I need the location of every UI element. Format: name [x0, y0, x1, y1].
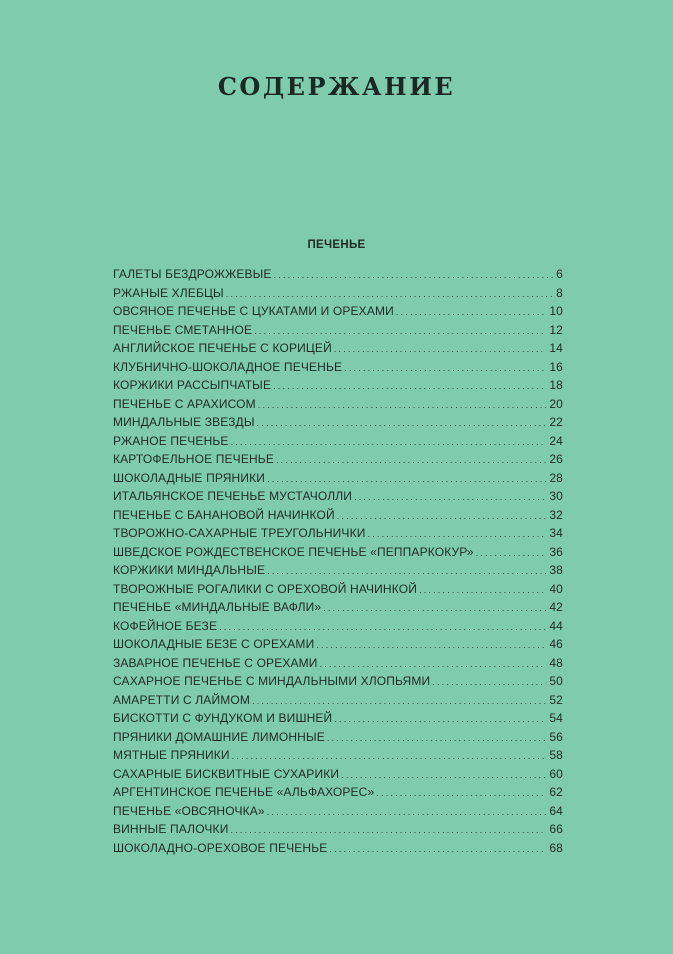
toc-entry[interactable]: [113, 469, 563, 488]
toc-entry[interactable]: [113, 654, 563, 673]
dot-leader: [267, 803, 547, 821]
toc-entry-page-number: 12: [549, 322, 563, 337]
toc-entry[interactable]: [113, 487, 563, 506]
toc-entry-title: ШОКОЛАДНО-ОРЕХОВОЕ ПЕЧЕНЬЕ: [113, 840, 328, 855]
toc-entry-page-number: 58: [549, 748, 563, 762]
toc-entry-page-number: 10: [549, 304, 563, 318]
dot-leader: [252, 692, 546, 710]
dot-leader: [254, 322, 546, 340]
toc-entry[interactable]: [113, 598, 563, 617]
toc-entry-title: ПЕЧЕНЬЕ С БАНАНОВОЙ НАЧИНКОЙ: [113, 507, 335, 522]
dot-leader: [344, 359, 546, 377]
toc-entry-page-number: 8: [556, 285, 563, 300]
dot-leader: [327, 729, 546, 747]
dot-leader: [231, 433, 547, 451]
toc-entry[interactable]: [113, 450, 563, 469]
toc-entry-title: ШОКОЛАДНЫЕ БЕЗЕ С ОРЕХАМИ: [113, 637, 315, 651]
toc-entry[interactable]: [113, 506, 563, 525]
toc-entry-page-number: 22: [549, 415, 563, 429]
toc-entry-page-number: 28: [549, 470, 563, 485]
toc-entry-title: ПЕЧЕНЬЕ СМЕТАННОЕ: [113, 322, 253, 337]
toc-entry[interactable]: [113, 728, 563, 747]
toc-entry-title: ИТАЛЬЯНСКОЕ ПЕЧЕНЬЕ МУСТАЧОЛЛИ: [113, 489, 353, 503]
dot-leader: [226, 285, 553, 303]
toc-entry[interactable]: [113, 284, 563, 303]
toc-entry[interactable]: [113, 672, 563, 691]
toc-entry-title: РЖАНЫЕ ХЛЕБЦЫ: [113, 285, 224, 300]
dot-leader: [316, 636, 546, 654]
toc-entry-page-number: 46: [549, 637, 563, 651]
toc-entry-page-number: 26: [549, 452, 563, 466]
toc-entry[interactable]: [113, 709, 563, 728]
toc-entry[interactable]: [113, 395, 563, 414]
dot-leader: [257, 414, 547, 432]
toc-entry-title: ГАЛЕТЫ БЕЗДРОЖЖЕВЫЕ: [113, 267, 272, 281]
toc-entry-page-number: 44: [549, 618, 563, 633]
toc-entry-page-number: 60: [549, 766, 563, 781]
toc-entry[interactable]: [113, 783, 563, 802]
toc-entry-page-number: 34: [549, 526, 563, 540]
toc-entry-title: САХАРНЫЕ БИСКВИТНЫЕ СУХАРИКИ: [113, 766, 340, 781]
toc-entry-page-number: 66: [549, 822, 563, 836]
toc-entry-page-number: 38: [549, 563, 563, 577]
toc-entry[interactable]: [113, 321, 563, 340]
toc-entry[interactable]: [113, 765, 563, 784]
toc-entry-title: МИНДАЛЬНЫЕ ЗВЕЗДЫ: [113, 415, 255, 429]
toc-entry-page-number: 54: [549, 711, 563, 725]
toc-entry[interactable]: [113, 339, 563, 358]
dot-leader: [337, 507, 547, 525]
dot-leader: [274, 266, 554, 284]
toc-entry-page-number: 56: [549, 729, 563, 744]
toc-entry-page-number: 68: [549, 840, 563, 855]
toc-entry-page-number: 18: [549, 378, 563, 392]
toc-entry[interactable]: [113, 413, 563, 432]
dot-leader: [334, 710, 546, 728]
toc-entry-page-number: 48: [549, 655, 563, 670]
toc-entry-title: АМАРЕТТИ С ЛАЙМОМ: [113, 692, 251, 707]
toc-entry-title: ПЕЧЕНЬЕ С АРАХИСОМ: [113, 396, 256, 411]
toc-entry[interactable]: [113, 580, 563, 599]
toc-entry-title: ВИННЫЕ ПАЛОЧКИ: [113, 822, 229, 836]
dot-leader: [273, 377, 546, 395]
toc-entry-page-number: 42: [549, 600, 563, 614]
toc-entry[interactable]: [113, 561, 563, 580]
dot-leader: [334, 340, 546, 358]
toc-entry[interactable]: [113, 635, 563, 654]
toc-entry[interactable]: [113, 524, 563, 543]
toc-entry[interactable]: [113, 746, 563, 765]
toc-entry-page-number: 50: [549, 674, 563, 688]
dot-leader: [354, 488, 546, 506]
toc-entry[interactable]: [113, 376, 563, 395]
toc-entry-title: ПЕЧЕНЬЕ «ОВСЯНОЧКА»: [113, 803, 265, 818]
toc-entry-title: ШОКОЛАДНЫЕ ПРЯНИКИ: [113, 470, 266, 485]
toc-entry-title: ПРЯНИКИ ДОМАШНИЕ ЛИМОННЫЕ: [113, 729, 325, 744]
toc-entry-page-number: 24: [549, 433, 563, 448]
page-title: СОДЕРЖАНИЕ: [217, 72, 456, 101]
dot-leader: [476, 544, 547, 562]
dot-leader: [368, 525, 547, 543]
toc-entry-page-number: 6: [556, 267, 563, 281]
toc-entry-page-number: 30: [549, 489, 563, 503]
toc-entry-page-number: 32: [549, 507, 563, 522]
dot-leader: [323, 599, 546, 617]
toc-entry[interactable]: [113, 543, 563, 562]
toc-entry-title: ЗАВАРНОЕ ПЕЧЕНЬЕ С ОРЕХАМИ: [113, 655, 318, 670]
toc-entry-title: ТВОРОЖНЫЕ РОГАЛИКИ С ОРЕХОВОЙ НАЧИНКОЙ: [113, 581, 417, 596]
toc-entry-title: АРГЕНТИНСКОЕ ПЕЧЕНЬЕ «АЛЬФАХОРЕС»: [113, 785, 375, 799]
dot-leader: [230, 821, 546, 839]
dot-leader: [267, 470, 546, 488]
toc-entry-page-number: 14: [549, 341, 563, 355]
toc-entry-title: ПЕЧЕНЬЕ «МИНДАЛЬНЫЕ ВАФЛИ»: [113, 600, 322, 614]
toc-entry-page-number: 64: [549, 803, 563, 818]
toc-entry-title: САХАРНОЕ ПЕЧЕНЬЕ С МИНДАЛЬНЫМИ ХЛОПЬЯМИ: [113, 674, 431, 688]
toc-entry-title: КОФЕЙНОЕ БЕЗЕ: [113, 618, 218, 633]
toc-entry-title: БИСКОТТИ С ФУНДУКОМ И ВИШНЕЙ: [113, 711, 333, 725]
toc-entry-title: РЖАНОЕ ПЕЧЕНЬЕ: [113, 433, 229, 448]
toc-entry[interactable]: [113, 358, 563, 377]
dot-leader: [276, 451, 546, 469]
dot-leader: [219, 618, 546, 636]
dot-leader: [232, 747, 547, 765]
toc-entry[interactable]: [113, 617, 563, 636]
dot-leader: [341, 766, 546, 784]
toc-entry-title: КАРТОФЕЛЬНОЕ ПЕЧЕНЬЕ: [113, 452, 274, 466]
toc-entry[interactable]: [113, 820, 563, 839]
toc-entry-title: ОВСЯНОЕ ПЕЧЕНЬЕ С ЦУКАТАМИ И ОРЕХАМИ: [113, 304, 394, 318]
toc-entry-title: КОРЖИКИ МИНДАЛЬНЫЕ: [113, 563, 266, 577]
toc-entry-title: ТВОРОЖНО-САХАРНЫЕ ТРЕУГОЛЬНИЧКИ: [113, 526, 366, 540]
toc-entry-title: ШВЕДСКОЕ РОЖДЕСТВЕНСКОЕ ПЕЧЕНЬЕ «ПЕППАРКОКУР»: [113, 544, 474, 559]
dot-leader: [432, 673, 546, 691]
toc-entry-page-number: 52: [549, 692, 563, 707]
dot-leader: [258, 396, 547, 414]
section-heading: ПЕЧЕНЬЕ: [307, 239, 366, 251]
toc-entry[interactable]: [113, 432, 563, 451]
toc-entry-title: АНГЛИЙСКОЕ ПЕЧЕНЬЕ С КОРИЦЕЙ: [113, 341, 332, 355]
toc-entry-page-number: 20: [549, 396, 563, 411]
toc-entry-page-number: 36: [549, 544, 563, 559]
dot-leader: [396, 303, 546, 321]
toc-entry-title: КОРЖИКИ РАССЫПЧАТЫЕ: [113, 378, 272, 392]
dot-leader: [320, 655, 547, 673]
toc-entry[interactable]: [113, 265, 563, 284]
toc-entry-page-number: 62: [549, 785, 563, 799]
dot-leader: [376, 784, 546, 802]
toc-entry-title: КЛУБНИЧНО-ШОКОЛАДНОЕ ПЕЧЕНЬЕ: [113, 359, 343, 374]
dot-leader: [329, 840, 546, 858]
toc-entry[interactable]: [113, 302, 563, 321]
toc-entry[interactable]: [113, 839, 563, 858]
table-of-contents: [113, 265, 563, 857]
toc-entry-title: МЯТНЫЕ ПРЯНИКИ: [113, 748, 230, 762]
toc-entry-page-number: 40: [549, 581, 563, 596]
dot-leader: [267, 562, 546, 580]
toc-entry[interactable]: [113, 691, 563, 710]
toc-entry-page-number: 16: [549, 359, 563, 374]
toc-entry[interactable]: [113, 802, 563, 821]
dot-leader: [419, 581, 546, 599]
